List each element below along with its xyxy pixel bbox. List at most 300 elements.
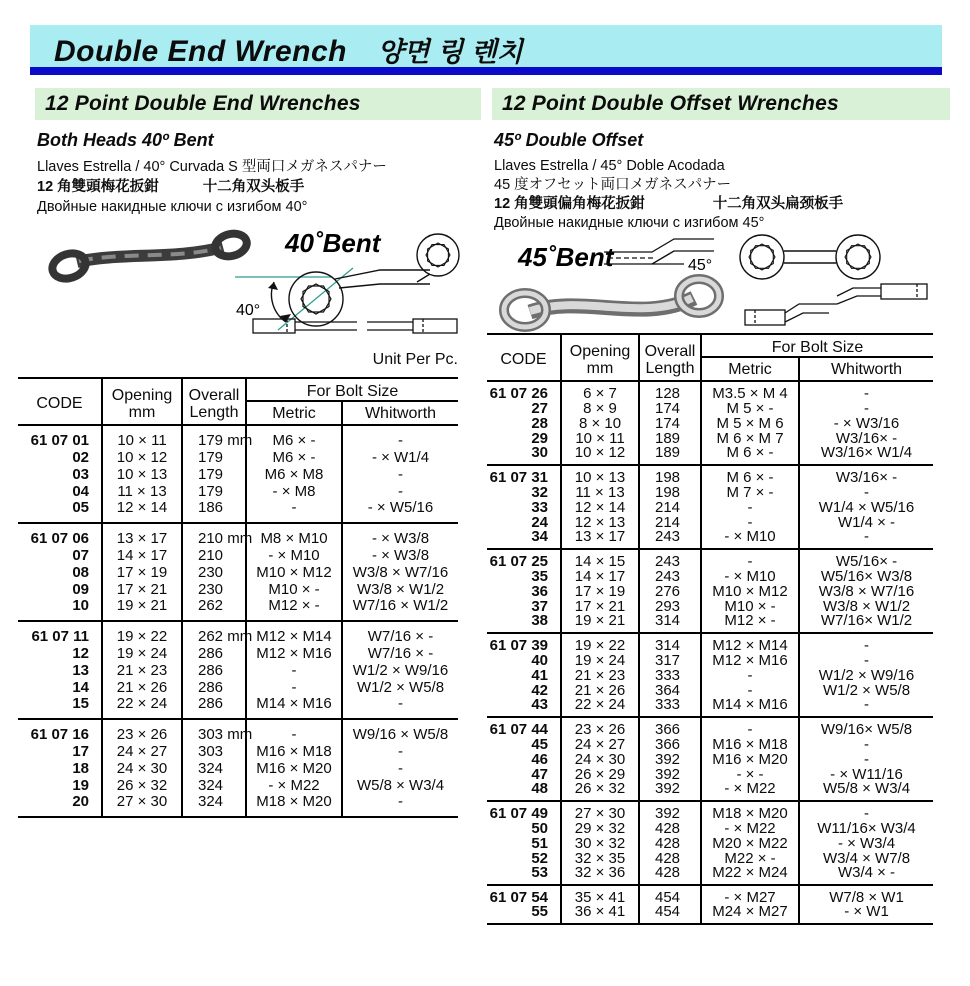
metric-cell: M10 × M12 [246, 564, 342, 581]
overall-length-cell: 214 [639, 500, 701, 515]
whitworth-cell: W1/2 × W5/8 [822, 681, 911, 699]
col-header-metric: Metric [246, 401, 342, 425]
metric-cell: M14 × M16 [701, 698, 799, 717]
overall-length-cell: 454 [639, 885, 701, 905]
code-cell: 61 07 31 [487, 465, 561, 485]
code-cell: 34 [487, 530, 561, 549]
col-header-whitworth: Whitworth [342, 401, 458, 425]
opening-cell: 32 × 36 [561, 866, 639, 885]
metric-cell: - [246, 662, 342, 679]
overall-length-cell: 428 [639, 866, 701, 885]
right-desc-chinese [494, 195, 950, 214]
code-cell: 24 [487, 515, 561, 530]
opening-cell: 12 × 14 [561, 500, 639, 515]
metric-cell: - × M10 [701, 569, 799, 584]
spec-row [487, 653, 933, 668]
wrench-photo-45 [504, 279, 719, 327]
whitworth-cell: W7/16 × W1/2 [352, 597, 449, 614]
overall-length-cell: 198 [639, 465, 701, 485]
metric-cell: M10 × - [246, 581, 342, 598]
code-cell: 61 07 44 [487, 717, 561, 737]
col-header-opening [561, 334, 639, 381]
opening-label-line2: mm [586, 359, 614, 377]
code-cell: 30 [487, 446, 561, 465]
metric-cell: M16 × M20 [701, 752, 799, 767]
whitworth-cell: W7/16× W1/2 [820, 612, 913, 629]
whitworth-cell: W5/8 × W3/4 [356, 776, 445, 794]
metric-cell: - [701, 668, 799, 683]
whitworth-cell: W3/8 × W7/16 [352, 563, 449, 581]
right-angle-label: 45° [688, 257, 713, 274]
overall-length-cell: 179 [182, 449, 246, 466]
double-ring-front-view [740, 235, 880, 279]
left-angle-label: 40° [236, 302, 261, 319]
metric-cell: - × M27 [701, 885, 799, 905]
left-desc-russian: Двойные накидные ключи с изгибом 40° [37, 199, 308, 215]
overall-length-cell: 366 [639, 717, 701, 737]
whitworth-cell: - [864, 696, 869, 713]
spec-row [487, 569, 933, 584]
right-desc-chinese-simp: 十二角双头扁颈板手 [712, 196, 844, 212]
whitworth-cell: W1/2 × W9/16 [818, 666, 915, 684]
opening-cell: 6 × 7 [561, 381, 639, 401]
metric-cell: M12 × M14 [246, 621, 342, 645]
code-cell: 47 [487, 767, 561, 782]
col-header-metric: Metric [701, 357, 799, 381]
code-cell: 41 [487, 668, 561, 683]
right-section [492, 88, 950, 233]
code-cell: 33 [487, 500, 561, 515]
metric-cell: - [701, 500, 799, 515]
opening-cell: 17 × 19 [561, 584, 639, 599]
spec-row [18, 679, 458, 696]
metric-cell: - × M22 [701, 821, 799, 836]
overall-length-cell: 262 mm [182, 621, 246, 645]
opening-cell: 22 × 24 [561, 698, 639, 717]
left-spec-table [18, 377, 458, 818]
metric-cell: M22 × - [701, 851, 799, 866]
metric-cell: M16 × M20 [246, 760, 342, 777]
opening-cell: 19 × 22 [561, 633, 639, 653]
opening-cell: 36 × 41 [561, 905, 639, 924]
spec-row [487, 782, 933, 801]
overall-length-cell: 428 [639, 821, 701, 836]
spec-row [18, 743, 458, 760]
metric-cell: - × M10 [246, 547, 342, 564]
spec-row [487, 549, 933, 569]
opening-cell: 14 × 15 [561, 549, 639, 569]
overall-length-cell: 314 [639, 633, 701, 653]
code-cell: 55 [487, 905, 561, 924]
opening-cell: 30 × 32 [561, 836, 639, 851]
spec-row [487, 416, 933, 431]
overall-length-cell: 230 [182, 581, 246, 598]
opening-cell: 8 × 10 [561, 416, 639, 431]
whitworth-cell: W3/8 × W7/16 [818, 582, 915, 600]
metric-cell: - × - [701, 767, 799, 782]
overall-length-cell: 286 [182, 645, 246, 662]
metric-cell: M18 × M20 [246, 794, 342, 817]
spec-row [487, 633, 933, 653]
opening-cell: 19 × 21 [102, 598, 182, 621]
overall-length-cell: 174 [639, 416, 701, 431]
overall-length-cell: 198 [639, 485, 701, 500]
code-cell: 61 07 39 [487, 633, 561, 653]
left-desc-spanish-japanese: Llaves Estrella / 40° Curvada S 型両口メガネスパナー [37, 159, 387, 175]
code-cell: 35 [487, 569, 561, 584]
opening-cell: 19 × 24 [561, 653, 639, 668]
code-cell: 27 [487, 401, 561, 416]
whitworth-cell: - × W3/4 [837, 834, 896, 852]
whitworth-cell: - [398, 482, 403, 500]
code-cell: 61 07 01 [18, 425, 102, 449]
overall-length-cell: 210 mm [182, 523, 246, 547]
overall-length-cell: 428 [639, 851, 701, 866]
code-cell: 05 [18, 500, 102, 523]
metric-cell: M 7 × - [701, 485, 799, 500]
overall-length-cell: 210 [182, 547, 246, 564]
col-header-overall-length [182, 378, 246, 425]
right-desc-russian: Двойные накидные ключи с изгибом 45° [494, 215, 765, 231]
code-cell: 29 [487, 431, 561, 446]
metric-cell: - × M22 [701, 782, 799, 801]
code-cell: 12 [18, 645, 102, 662]
spec-row [18, 662, 458, 679]
spec-row [487, 717, 933, 737]
whitworth-cell: W5/16× - [799, 549, 933, 569]
col-header-code: CODE [487, 334, 561, 381]
metric-cell: M3.5 × M 4 [701, 381, 799, 401]
metric-cell: - [701, 683, 799, 698]
overall-length-cell: 303 [182, 743, 246, 760]
left-desc-chinese-simp: 十二角双头板手 [202, 179, 305, 195]
opening-cell: 19 × 22 [102, 621, 182, 645]
code-cell: 43 [487, 698, 561, 717]
whitworth-cell: W3/16× - [835, 429, 898, 447]
code-cell: 51 [487, 836, 561, 851]
spec-row [18, 483, 458, 500]
whitworth-cell: W3/8 × W1/2 [356, 580, 445, 598]
metric-cell: M20 × M22 [701, 836, 799, 851]
col-header-overall-length [639, 334, 701, 381]
bent-45-diagram [492, 226, 950, 332]
overall-label-line2: Length [645, 359, 695, 377]
code-cell: 61 07 16 [18, 719, 102, 743]
spec-row [487, 614, 933, 633]
opening-cell: 21 × 23 [102, 662, 182, 679]
opening-cell: 12 × 13 [561, 515, 639, 530]
code-cell: 32 [487, 485, 561, 500]
opening-label-line1: Opening [569, 342, 631, 360]
overall-label-line1: Overall [188, 386, 240, 404]
opening-cell: 23 × 26 [102, 719, 182, 743]
metric-cell: - × M8 [246, 483, 342, 500]
metric-cell: M6 × - [246, 425, 342, 449]
col-header-bolt-size: For Bolt Size [701, 334, 933, 357]
opening-cell: 10 × 11 [561, 431, 639, 446]
overall-length-cell: 333 [639, 698, 701, 717]
page-title [30, 25, 942, 69]
whitworth-cell: - [398, 759, 403, 777]
overall-length-cell: 303 mm [182, 719, 246, 743]
whitworth-cell: W5/16× W3/8 [820, 567, 913, 585]
code-cell: 10 [18, 598, 102, 621]
metric-cell: M 5 × - [701, 401, 799, 416]
spec-row [487, 584, 933, 599]
spec-row [18, 794, 458, 817]
metric-cell: M 6 × - [701, 446, 799, 465]
whitworth-cell: - × W1/4 [371, 448, 430, 466]
code-cell: 20 [18, 794, 102, 817]
code-cell: 18 [18, 760, 102, 777]
left-section-title: 12 Point Double End Wrenches [35, 88, 481, 120]
metric-cell: M6 × M8 [246, 466, 342, 483]
overall-length-cell: 214 [639, 515, 701, 530]
code-cell: 53 [487, 866, 561, 885]
overall-length-cell: 179 [182, 483, 246, 500]
spec-row [18, 500, 458, 523]
whitworth-cell: - × W5/16 [367, 499, 434, 516]
whitworth-cell: W1/2 × W9/16 [352, 661, 449, 679]
opening-cell: 27 × 30 [561, 801, 639, 821]
spec-row [487, 446, 933, 465]
whitworth-cell: - [864, 399, 869, 417]
whitworth-cell: W3/16× W1/4 [820, 444, 913, 461]
whitworth-cell: W1/4 × - [837, 513, 896, 531]
opening-cell: 8 × 9 [561, 401, 639, 416]
page-title-korean: 양면 링 렌치 [377, 37, 523, 67]
opening-cell: 10 × 12 [102, 449, 182, 466]
metric-cell: M12 × M16 [701, 653, 799, 668]
spec-row [487, 698, 933, 717]
opening-cell: 32 × 35 [561, 851, 639, 866]
code-cell: 04 [18, 483, 102, 500]
whitworth-cell: W3/4 × - [837, 864, 896, 881]
ring-head-view [417, 234, 459, 282]
code-cell: 17 [18, 743, 102, 760]
opening-cell: 10 × 13 [561, 465, 639, 485]
col-header-bolt-size: For Bolt Size [246, 378, 458, 401]
spec-row [18, 425, 458, 449]
metric-cell: M8 × M10 [246, 523, 342, 547]
right-section-title: 12 Point Double Offset Wrenches [492, 88, 950, 120]
opening-cell: 24 × 30 [561, 752, 639, 767]
spec-row [487, 668, 933, 683]
bent-40-diagram [35, 222, 481, 352]
offset-shaft-views [745, 284, 927, 325]
opening-cell: 10 × 13 [102, 466, 182, 483]
whitworth-cell: - [398, 465, 403, 483]
code-cell: 52 [487, 851, 561, 866]
whitworth-cell: - × W3/8 [342, 523, 458, 547]
opening-cell: 26 × 32 [561, 782, 639, 801]
opening-cell: 21 × 23 [561, 668, 639, 683]
code-cell: 13 [18, 662, 102, 679]
code-cell: 50 [487, 821, 561, 836]
metric-cell: M 6 × - [701, 465, 799, 485]
spec-row [487, 401, 933, 416]
whitworth-cell: W1/4 × W5/16 [818, 498, 915, 516]
whitworth-cell: - [398, 742, 403, 760]
opening-cell: 14 × 17 [561, 569, 639, 584]
spec-row [18, 449, 458, 466]
opening-cell: 19 × 21 [561, 614, 639, 633]
col-header-code: CODE [18, 378, 102, 425]
opening-cell: 22 × 24 [102, 696, 182, 719]
whitworth-cell: - [864, 735, 869, 753]
whitworth-cell: W1/2 × W5/8 [356, 678, 445, 696]
whitworth-cell: W9/16× W5/8 [799, 717, 933, 737]
overall-length-cell: 230 [182, 564, 246, 581]
spec-row [18, 564, 458, 581]
overall-length-cell: 317 [639, 653, 701, 668]
opening-cell: 23 × 26 [561, 717, 639, 737]
opening-cell: 13 × 17 [102, 523, 182, 547]
code-cell: 09 [18, 581, 102, 598]
overall-length-cell: 364 [639, 683, 701, 698]
code-cell: 02 [18, 449, 102, 466]
overall-length-cell: 324 [182, 760, 246, 777]
whitworth-cell: - [398, 695, 403, 712]
overall-length-cell: 189 [639, 446, 701, 465]
spec-row [18, 760, 458, 777]
code-cell: 07 [18, 547, 102, 564]
whitworth-cell: W9/16 × W5/8 [342, 719, 458, 743]
col-header-whitworth: Whitworth [799, 357, 933, 381]
overall-length-cell: 243 [639, 549, 701, 569]
code-cell: 61 07 26 [487, 381, 561, 401]
spec-row [18, 777, 458, 794]
metric-cell: M16 × M18 [701, 737, 799, 752]
right-table-body [487, 381, 933, 924]
overall-length-cell: 276 [639, 584, 701, 599]
overall-length-cell: 293 [639, 599, 701, 614]
metric-cell: - [701, 717, 799, 737]
spec-row [487, 866, 933, 885]
overall-length-cell: 243 [639, 569, 701, 584]
right-section-subtitle: 45º Double Offset [494, 130, 644, 150]
overall-length-cell: 128 [639, 381, 701, 401]
opening-cell: 11 × 13 [102, 483, 182, 500]
metric-cell: M10 × M12 [701, 584, 799, 599]
right-desc-japanese: 45 度オフセット両口メガネスパナー [494, 177, 732, 193]
spec-row [18, 696, 458, 719]
right-desc-chinese-trad: 12 角雙頭偏角梅花扳鉗 [494, 196, 645, 212]
metric-cell: M 6 × M 7 [701, 431, 799, 446]
overall-label-line1: Overall [644, 342, 696, 360]
right-diagram-label: 45˚Bent [518, 242, 614, 272]
metric-cell: M12 × - [701, 614, 799, 633]
metric-cell: M12 × - [246, 598, 342, 621]
whitworth-cell: - × W1 [844, 903, 889, 920]
spec-row [18, 645, 458, 662]
code-cell: 03 [18, 466, 102, 483]
opening-cell: 29 × 32 [561, 821, 639, 836]
metric-cell: M24 × M27 [701, 905, 799, 924]
overall-length-cell: 314 [639, 614, 701, 633]
metric-cell: - [701, 549, 799, 569]
metric-cell: - [246, 719, 342, 743]
metric-cell: - [246, 679, 342, 696]
whitworth-cell: - [864, 483, 869, 501]
opening-cell: 26 × 29 [561, 767, 639, 782]
overall-length-cell: 286 [182, 679, 246, 696]
opening-cell: 26 × 32 [102, 777, 182, 794]
overall-length-cell: 454 [639, 905, 701, 924]
opening-cell: 10 × 11 [102, 425, 182, 449]
opening-cell: 14 × 17 [102, 547, 182, 564]
metric-cell: M10 × - [701, 599, 799, 614]
col-header-opening [102, 378, 182, 425]
overall-length-cell: 366 [639, 737, 701, 752]
opening-cell: 12 × 14 [102, 500, 182, 523]
overall-label-line2: Length [189, 403, 239, 421]
overall-length-cell: 189 [639, 431, 701, 446]
left-desc-chinese-trad: 12 角雙頭梅花扳鉗 [37, 179, 159, 195]
code-cell: 42 [487, 683, 561, 698]
opening-label-line2: mm [128, 403, 156, 421]
spec-row [487, 885, 933, 905]
code-cell: 36 [487, 584, 561, 599]
spec-row [487, 801, 933, 821]
metric-cell: M12 × M14 [701, 633, 799, 653]
spec-row [18, 598, 458, 621]
whitworth-cell: W5/8 × W3/4 [822, 780, 911, 797]
right-spec-table [487, 333, 933, 925]
opening-cell: 21 × 26 [561, 683, 639, 698]
wrench-photo-40 [49, 230, 249, 282]
code-cell: 38 [487, 614, 561, 633]
opening-label-line1: Opening [111, 386, 173, 404]
whitworth-cell: - × W3/8 [371, 546, 430, 564]
spec-row [487, 530, 933, 549]
spec-row [487, 465, 933, 485]
code-cell: 61 07 54 [487, 885, 561, 905]
spec-row [487, 381, 933, 401]
opening-cell: 24 × 27 [102, 743, 182, 760]
code-cell: 61 07 49 [487, 801, 561, 821]
spec-row [487, 905, 933, 924]
opening-cell: 17 × 21 [102, 581, 182, 598]
overall-length-cell: 333 [639, 668, 701, 683]
opening-cell: 10 × 12 [561, 446, 639, 465]
code-cell: 61 07 25 [487, 549, 561, 569]
whitworth-cell: - [799, 381, 933, 401]
code-cell: 28 [487, 416, 561, 431]
spec-row [487, 821, 933, 836]
metric-cell: - × M10 [701, 530, 799, 549]
whitworth-cell: W3/4 × W7/8 [822, 849, 911, 867]
opening-cell: 21 × 26 [102, 679, 182, 696]
whitworth-cell: - × W11/16 [830, 765, 903, 783]
spec-row [487, 737, 933, 752]
whitworth-cell: - [864, 528, 869, 545]
opening-cell: 24 × 30 [102, 760, 182, 777]
whitworth-cell: W7/16 × - [342, 621, 458, 645]
spec-row [18, 621, 458, 645]
bend-angle-drawing [235, 268, 430, 330]
page-banner [30, 25, 942, 75]
code-cell: 37 [487, 599, 561, 614]
whitworth-cell: - [864, 750, 869, 768]
metric-cell: - [701, 515, 799, 530]
spec-row [18, 523, 458, 547]
overall-length-cell: 262 [182, 598, 246, 621]
opening-cell: 13 × 17 [561, 530, 639, 549]
metric-cell: M12 × M16 [246, 645, 342, 662]
whitworth-cell: - [864, 651, 869, 669]
overall-length-cell: 243 [639, 530, 701, 549]
